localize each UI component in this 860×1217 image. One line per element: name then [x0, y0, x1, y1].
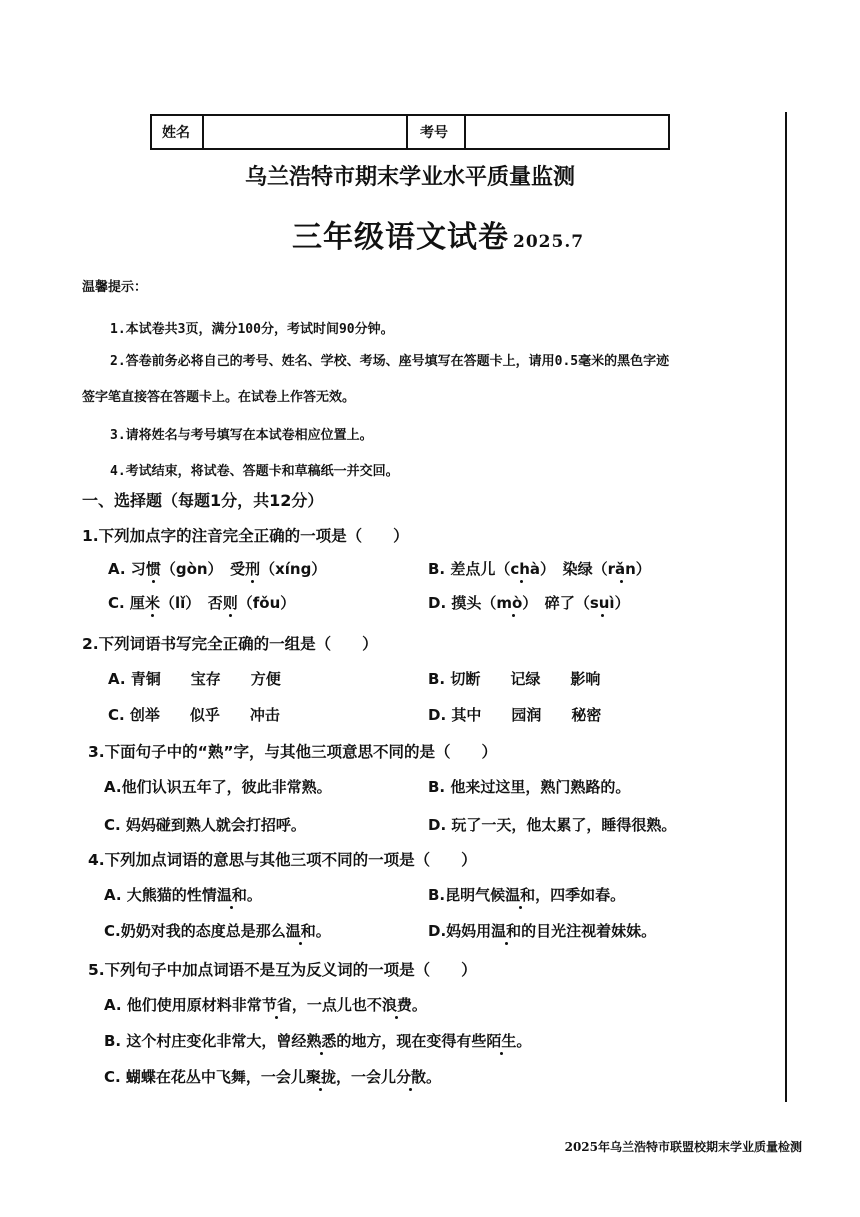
notice-item: 4.考试结束，将试卷、答题卡和草稿纸一并交回。 — [110, 464, 399, 479]
question-stem: 2.下列词语书写完全正确的一组是（ ） — [82, 635, 378, 653]
exam-title: 乌兰浩特市期末学业水平质量监测 — [244, 164, 575, 190]
exam-subtitle — [292, 212, 584, 256]
option-c: C. 厘米（lǐ） 否则（fǒu） — [108, 594, 296, 612]
exam-no-field[interactable] — [466, 116, 668, 148]
section-title: 一、选择题（每题1分，共12分） — [82, 491, 324, 510]
option-b: B.昆明气候温和，四季如春。 — [428, 886, 626, 904]
notice-item: 3.请将姓名与考号填写在本试卷相应位置上。 — [110, 428, 373, 443]
binding-line — [785, 112, 787, 1102]
option-a: A. 青铜 宝存 方便 — [108, 670, 281, 688]
notice-item: 1.本试卷共3页，满分100分，考试时间90分钟。 — [110, 322, 394, 337]
candidate-info-table — [150, 114, 670, 150]
option-d: D. 其中 园润 秘密 — [428, 706, 602, 724]
notice-item: 签字笔直接答在答题卡上。在试卷上作答无效。 — [82, 390, 356, 405]
option-b: B. 差点儿（chà） 染绿（rǎn） — [428, 560, 651, 578]
option-b: B. 切断 记绿 影响 — [428, 670, 601, 688]
option-a: A.他们认识五年了，彼此非常熟。 — [104, 778, 332, 796]
option-c: C. 创举 似乎 冲击 — [108, 706, 280, 724]
exam-no-label: 考号 — [408, 116, 466, 148]
option-c: C. 妈妈碰到熟人就会打招呼。 — [104, 816, 306, 834]
option-b: B. 他来过这里，熟门熟路的。 — [428, 778, 631, 796]
notice-heading: 温馨提示： — [82, 280, 148, 295]
option-c: C.奶奶对我的态度总是那么温和。 — [104, 922, 331, 940]
question-stem: 1.下列加点字的注音完全正确的一项是（ ） — [82, 527, 409, 545]
option-a: A. 他们使用原材料非常节省，一点儿也不浪费。 — [104, 996, 427, 1014]
option-d: D. 玩了一天，他太累了，睡得很熟。 — [428, 816, 677, 834]
notice-item: 2.答卷前务必将自己的考号、姓名、学校、考场、座号填写在答题卡上，请用0.5毫米的黑色字迹 — [110, 354, 670, 369]
subtitle-text: 三年级语文试卷 — [292, 220, 509, 255]
option-b: B. 这个村庄变化非常大，曾经熟悉的地方，现在变得有些陌生。 — [104, 1032, 532, 1050]
name-field[interactable] — [204, 116, 408, 148]
option-c: C. 蝴蝶在花丛中飞舞，一会儿聚拢，一会儿分散。 — [104, 1068, 441, 1086]
exam-date: 2025.7 — [513, 232, 585, 252]
option-d: D. 摸头（mò） 碎了（suì） — [428, 594, 630, 612]
page-footer: 2025年乌兰浩特市联盟校期末学业质量检测 — [564, 1140, 802, 1154]
question-stem: 3.下面句子中的“熟”字，与其他三项意思不同的是（ ） — [88, 743, 498, 761]
question-stem: 5.下列句子中加点词语不是互为反义词的一项是（ ） — [88, 961, 477, 979]
name-label: 姓名 — [152, 116, 204, 148]
question-stem: 4.下列加点词语的意思与其他三项不同的一项是（ ） — [88, 851, 477, 869]
option-d: D.妈妈用温和的目光注视着妹妹。 — [428, 922, 657, 940]
option-a: A. 习惯（gòn） 受刑（xíng） — [108, 560, 327, 578]
option-a: A. 大熊猫的性情温和。 — [104, 886, 262, 904]
